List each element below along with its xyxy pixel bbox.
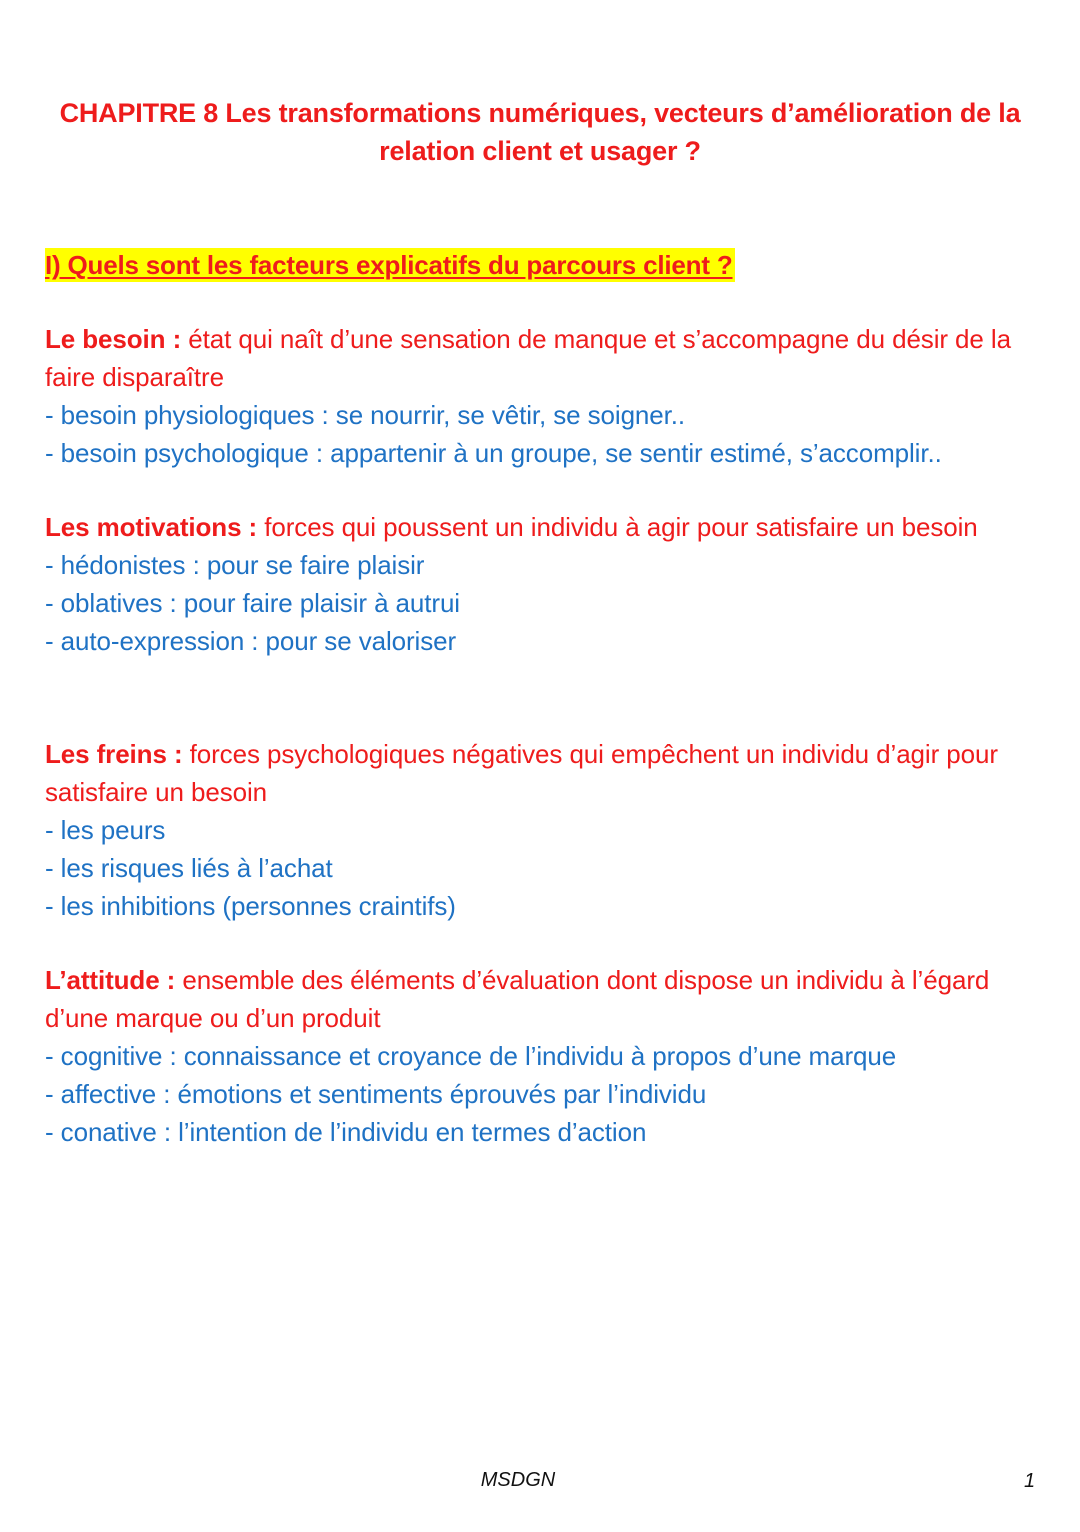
concept-block-freins xyxy=(45,735,1035,925)
concept-term: Les motivations : xyxy=(45,512,258,542)
list-item: - conative : l’intention de l’individu en termes d’action xyxy=(45,1117,647,1147)
concept-definition xyxy=(45,961,1035,1037)
section-heading: I) Quels sont les facteurs explicatifs du parcours client ? xyxy=(45,250,733,280)
list-item: - cognitive : connaissance et croyance de l’individu à propos d’une marque xyxy=(45,1041,897,1071)
concept-block-motivations xyxy=(45,508,1035,660)
footer-author: MSDGN xyxy=(480,1469,556,1491)
page-title-line-1: CHAPITRE 8 Les transformations numériques, vecteurs d’amélioration de la xyxy=(59,98,1021,128)
list-item: - besoin psychologique : appartenir à un groupe, se sentir estimé, s’accomplir.. xyxy=(45,438,942,468)
list-item: - affective : émotions et sentiments éprouvés par l’individu xyxy=(45,1079,707,1109)
concept-definition-text: état qui naît d’une sensation de manque et s’accompagne du désir de la faire disparaître xyxy=(45,324,1011,392)
list-item: - les risques liés à l’achat xyxy=(45,853,333,883)
list-item: - les peurs xyxy=(45,815,166,845)
concept-definition xyxy=(45,320,1035,396)
concept-definition xyxy=(45,735,1035,811)
concept-definition-text: forces qui poussent un individu à agir pour satisfaire un besoin xyxy=(257,512,978,542)
concept-term: Les freins : xyxy=(45,739,183,769)
list-item: - auto-expression : pour se valoriser xyxy=(45,626,457,656)
list-item: - oblatives : pour faire plaisir à autrui xyxy=(45,588,460,618)
concept-block-besoin xyxy=(45,320,1035,472)
concept-definition-text: forces psychologiques négatives qui empêchent un individu d’agir pour satisfaire un besoin xyxy=(45,739,998,807)
list-item: - les inhibitions (personnes craintifs) xyxy=(45,891,456,921)
concept-definition-text: ensemble des éléments d’évaluation dont dispose un individu à l’égard d’une marque ou d’un produit xyxy=(45,965,990,1033)
concept-term: Le besoin : xyxy=(45,324,182,354)
page-number: 1 xyxy=(1024,1470,1036,1492)
concept-block-attitude xyxy=(45,961,1035,1151)
concept-term: L’attitude : xyxy=(45,965,176,995)
list-item: - besoin physiologiques : se nourrir, se vêtir, se soigner.. xyxy=(45,400,686,430)
concept-definition xyxy=(45,508,1035,546)
page-title xyxy=(40,94,1040,170)
page-title-line-2: relation client et usager ? xyxy=(379,136,701,166)
list-item: - hédonistes : pour se faire plaisir xyxy=(45,550,425,580)
